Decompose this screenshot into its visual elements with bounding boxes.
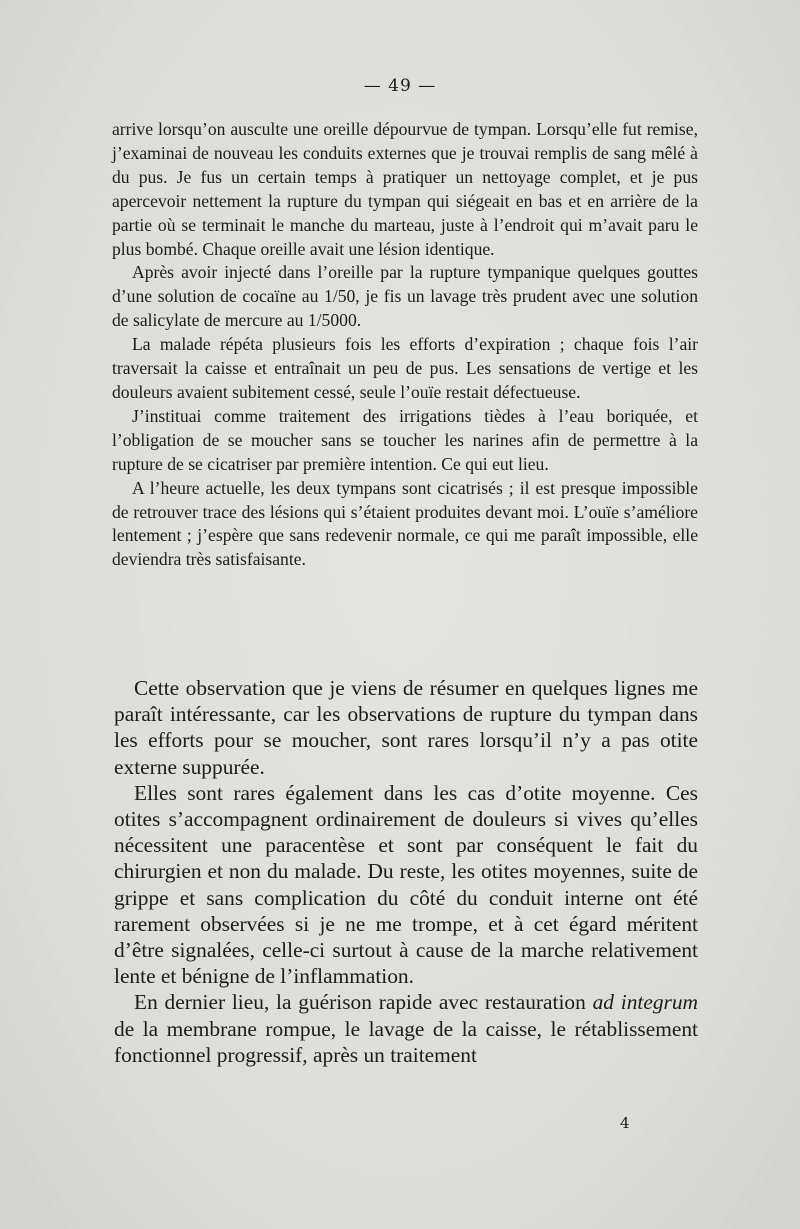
text-run: de la membrane rompue, le lavage de la caisse, le rétablissement fonctionnel progressif, après un traitement xyxy=(114,1016,698,1067)
paragraph: Après avoir injecté dans l’oreille par la rupture tympanique quelques gouttes d’une solution de cocaïne au 1/50, je fis un lavage très prudent avec une solution de salicylate de mercure au 1/5000. xyxy=(112,262,698,331)
paragraph: Cette observation que je viens de résumer en quelques lignes me paraît intéressante, car les observations de rupture du tympan dans les efforts pour se moucher, sont rares lorsqu’il n’y a pas otite externe suppurée. xyxy=(114,676,698,779)
paragraph: Elles sont rares également dans les cas d’otite moyenne. Ces otites s’accompagnent ordinairement de douleurs si vives qu’elles nécessitent une paracentèse et sont par conséquent le fait du chirurgien et non du malade. Du reste, les otites moyennes, suite de grippe et sans complication du côté du conduit interne ont été rarement observées si je ne me trompe, et à cet égard méritent d’être signalées, celle-ci surtout à cause de la marche relativement lente et bénigne de l’inflammation. xyxy=(114,780,698,989)
page-number: — 49 — xyxy=(363,76,437,96)
paragraph xyxy=(114,989,698,1068)
case-report-text xyxy=(112,118,698,572)
commentary-text xyxy=(114,675,698,1068)
paragraph: La malade répéta plusieurs fois les efforts d’expiration ; chaque fois l’air traversait la caisse et entraînait un peu de pus. Les sensations de vertige et les douleurs avaient subitement cessé, seule l’ouïe restait défectueuse. xyxy=(112,334,698,402)
paragraph: arrive lorsqu’on ausculte une oreille dépourvue de tympan. Lorsqu’elle fut remise, j’examinai de nouveau les conduits externes que je trouvai remplis de sang mêlé à du pus. Je fus un certain temps à pratiquer un nettoyage complet, et je pus apercevoir nettement la rupture du tympan qui siégeait en bas et en arrière de la partie où se terminait le manche du marteau, juste à l’endroit qui m’avait paru le plus bombé. Chaque oreille avait une lésion identique. xyxy=(112,119,698,259)
paragraph: J’instituai comme traitement des irrigations tièdes à l’eau boriquée, et l’obligation de se moucher sans se toucher les narines afin de permettre à la rupture de se cicatriser par première intention. Ce qui eut lieu. xyxy=(112,405,698,474)
text-run: En dernier lieu, la guérison rapide avec restauration xyxy=(134,990,593,1015)
paragraph: A l’heure actuelle, les deux tympans sont cicatrisés ; il est presque impossible de retrouver trace des lésions qui s’étaient produites devant moi. L’ouïe s’améliore lentement ; j’espère que sans redevenir normale, ce qui me paraît impossible, elle deviendra très satisfaisante. xyxy=(112,477,698,570)
latin-phrase: ad integrum xyxy=(592,990,698,1015)
signature-mark: 4 xyxy=(620,1114,630,1132)
